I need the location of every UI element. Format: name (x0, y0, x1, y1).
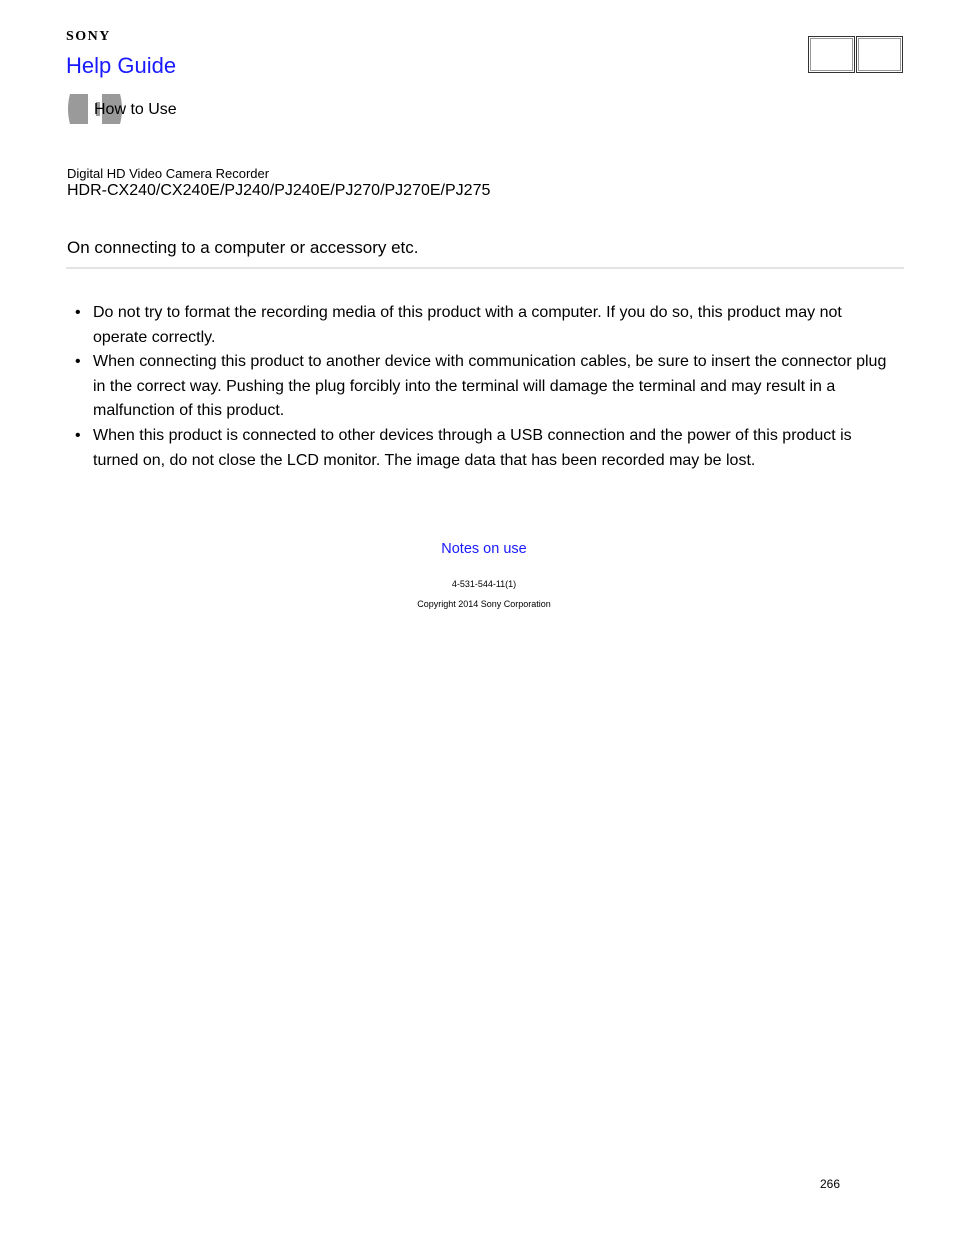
model-list: HDR-CX240/CX240E/PJ240/PJ240E/PJ270/PJ270E/PJ275 (67, 182, 491, 199)
notes-list (75, 301, 895, 473)
bullet-icon: • (75, 426, 81, 444)
document-number: 4-531-544-11(1) (451, 579, 517, 589)
list-item (75, 350, 895, 424)
list-item-text: Do not try to format the recording media of this product with a computer. If you do so, this product may not operate correctly. (93, 304, 842, 346)
help-guide-link[interactable]: Help Guide (66, 53, 177, 78)
page-navigation (808, 36, 904, 73)
bullet-icon: • (75, 304, 81, 321)
list-item (75, 301, 895, 350)
next-page-button[interactable] (856, 36, 903, 73)
page-number: 266 (820, 1177, 841, 1191)
category-label: How to Use (94, 101, 177, 118)
list-item (75, 424, 895, 473)
page-title: On connecting to a computer or accessory etc. (67, 238, 419, 257)
title-divider (66, 267, 904, 269)
list-item-text: When this product is connected to other devices through a USB connection and the power of this product is turned on, do not close the LCD monitor. The image data that has been recorded may be lost. (93, 426, 852, 469)
product-type: Digital HD Video Camera Recorder (67, 166, 270, 181)
sony-logo: SONY (66, 29, 111, 44)
notes-on-use-link[interactable]: Notes on use (441, 541, 527, 557)
previous-page-button[interactable] (808, 36, 855, 73)
copyright-notice: Copyright 2014 Sony Corporation (417, 599, 551, 609)
category-heading (66, 90, 266, 128)
list-item-text: When connecting this product to another device with communication cables, be sure to insert the connector plug in the correct way. Pushing the plug forcibly into the terminal will damage the terminal and may result in a malfunction of this product. (93, 353, 887, 420)
bullet-icon: • (75, 353, 81, 371)
